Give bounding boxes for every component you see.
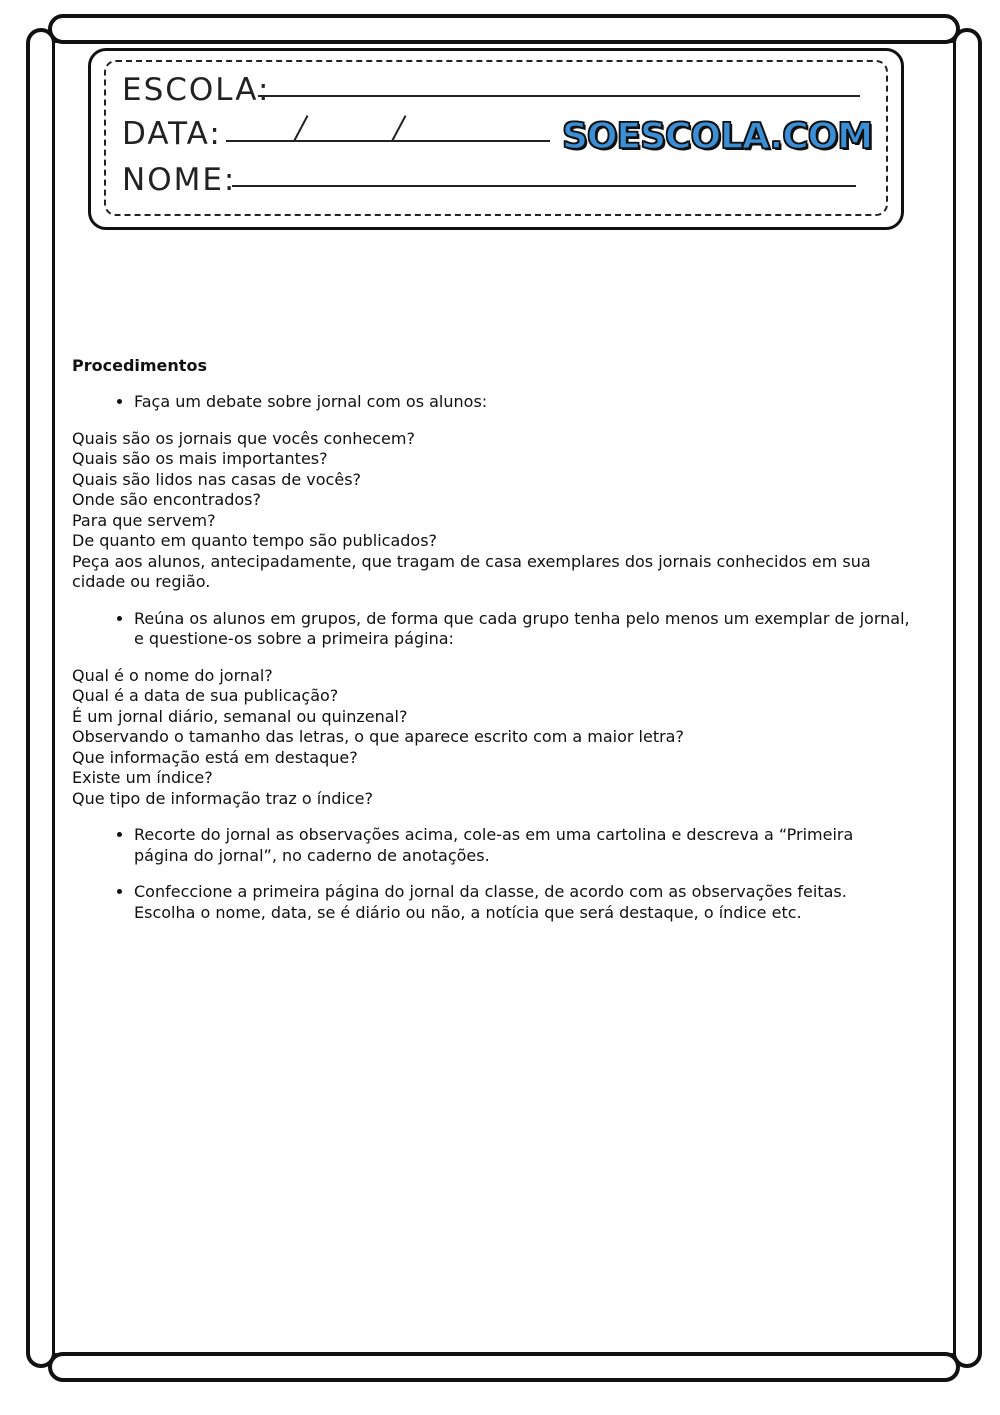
question-block-1 xyxy=(72,429,912,593)
frame-top-roll xyxy=(48,14,960,44)
question-line: Qual é a data de sua publicação? xyxy=(72,686,339,705)
site-logo: SOESCOLA.COM xyxy=(562,116,873,157)
date-line[interactable] xyxy=(226,140,550,142)
bullet-list-1 xyxy=(72,392,912,413)
question-line: De quanto em quanto tempo são publicados? xyxy=(72,531,438,550)
school-label: ESCOLA: xyxy=(122,72,271,108)
question-line: Para que servem? xyxy=(72,510,216,530)
frame-right-roll xyxy=(952,28,982,1368)
bullet-item: • Reúna os alunos em grupos, de forma que cada grupo tenha pelo menos um exemplar de jornal, e questione-os sobre a primeira página: xyxy=(134,609,912,650)
bullet-list-4 xyxy=(72,882,912,923)
frame-bottom-roll xyxy=(48,1352,960,1382)
question-line: Que tipo de informação traz o índice? xyxy=(72,788,374,808)
bullet-item: • Recorte do jornal as observações acima, cole-as em uma cartolina e descreva a “Primeira página do jornal”, no caderno de anotações. xyxy=(134,825,912,866)
question-line: Onde são encontrados? xyxy=(72,490,261,509)
question-line: Que informação está em destaque? xyxy=(72,747,358,767)
name-label: NOME: xyxy=(122,162,237,198)
question-block-2 xyxy=(72,666,912,810)
school-line[interactable] xyxy=(258,95,860,97)
question-line: Quais são os mais importantes? xyxy=(72,449,328,468)
bullet-item: • Confeccione a primeira página do jornal da classe, de acordo com as observações feitas. Escolha o nome, data, se é diário ou não, a notícia que será destaque, o índice etc. xyxy=(134,882,912,923)
question-line: É um jornal diário, semanal ou quinzenal? xyxy=(72,706,408,726)
question-line: Quais são lidos nas casas de vocês? xyxy=(72,469,362,489)
bullet-list-2 xyxy=(72,609,912,650)
question-line: Qual é o nome do jornal? xyxy=(72,665,273,685)
question-line: Observando o tamanho das letras, o que aparece escrito com a maior letra? xyxy=(72,727,684,746)
section-heading: Procedimentos xyxy=(72,356,207,375)
bullet-item: • Faça um debate sobre jornal com os alunos: xyxy=(134,392,912,413)
instruction-line: Peça aos alunos, antecipadamente, que tragam de casa exemplares dos jornais conhecidos em sua cidade ou região. xyxy=(72,551,871,591)
question-line: Existe um índice? xyxy=(72,768,213,787)
name-line[interactable] xyxy=(232,185,856,187)
date-label: DATA: xyxy=(122,116,222,152)
document-body xyxy=(72,356,912,939)
bullet-list-3 xyxy=(72,825,912,866)
question-line: Quais são os jornais que vocês conhecem? xyxy=(72,428,415,448)
